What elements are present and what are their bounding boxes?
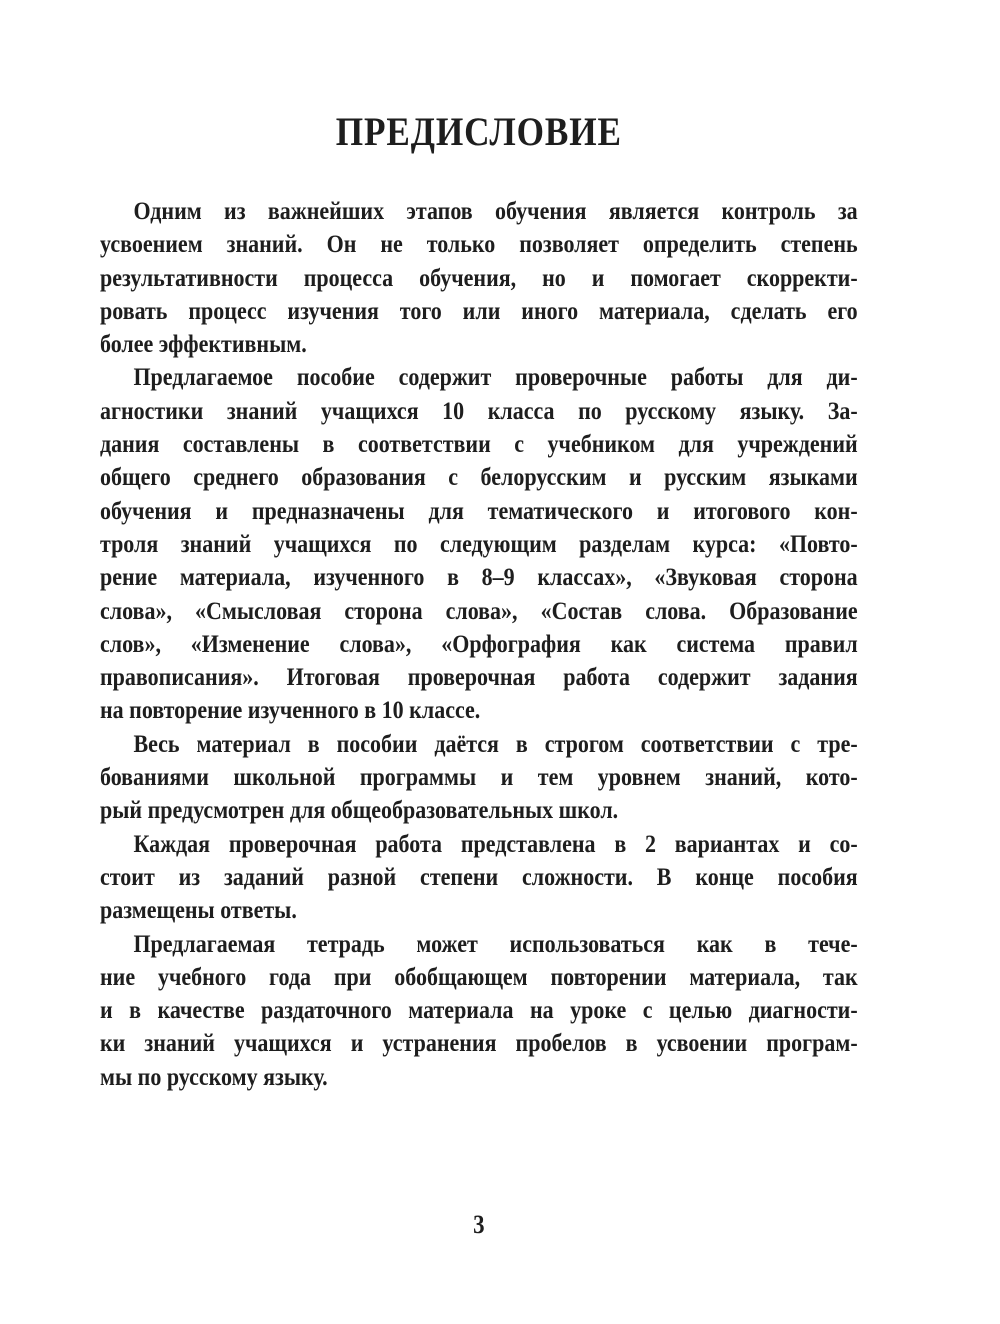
text-line: обучения и предназначены для тематического и итогового кон- bbox=[100, 497, 858, 525]
text-line: общего среднего образования с белорусским и русским языками bbox=[100, 464, 858, 492]
text-line: агностики знаний учащихся 10 класса по русскому языку. За- bbox=[100, 397, 858, 425]
text-line: ровать процесс изучения того или иного материала, сделать его bbox=[100, 297, 858, 325]
text-line: ки знаний учащихся и устранения пробелов в усвоении програм- bbox=[100, 1030, 858, 1058]
paragraph bbox=[100, 361, 858, 727]
text-line: троля знаний учащихся по следующим разделам курса: «Повто- bbox=[100, 530, 858, 558]
text-line: рение материала, изученного в 8–9 классах», «Звуковая сторона bbox=[100, 564, 858, 592]
page-title: ПРЕДИСЛОВИЕ bbox=[335, 109, 622, 154]
text-line: Одним из важнейших этапов обучения является контроль за bbox=[133, 198, 858, 225]
text-line: результативности процесса обучения, но и помогает скорректи- bbox=[100, 264, 858, 292]
text-line: Весь материал в пособии даётся в строгом соответствии с тре- bbox=[133, 730, 858, 758]
text-line: и в качестве раздаточного материала на уроке с целью диагности- bbox=[100, 997, 858, 1025]
text-line: Предлагаемая тетрадь может использоваться как в тече- bbox=[133, 930, 858, 958]
text-line: Каждая проверочная работа представлена в 2 вариантах и со- bbox=[133, 830, 858, 858]
text-line: слова», «Смысловая сторона слова», «Состав слова. Образование bbox=[100, 597, 858, 625]
text-line: усвоением знаний. Он не только позволяет определить степень bbox=[100, 231, 858, 259]
text-line: слов», «Изменение слова», «Орфография как система правил bbox=[100, 630, 858, 658]
text-line: более эффективным. bbox=[100, 331, 307, 359]
text-line: на повторение изученного в 10 классе. bbox=[100, 697, 481, 725]
text-line: ние учебного года при обобщающем повторении материала, так bbox=[100, 963, 858, 991]
text-line: рый предусмотрен для общеобразовательных школ. bbox=[100, 797, 619, 825]
paragraph bbox=[100, 828, 858, 928]
page-number: 3 bbox=[473, 1210, 485, 1239]
paragraph bbox=[100, 728, 858, 828]
text-line: дания составлены в соответствии с учебником для учреждений bbox=[100, 431, 858, 459]
text-line: стоит из заданий разной степени сложности. В конце пособия bbox=[100, 863, 858, 891]
text-line: мы по русскому языку. bbox=[100, 1063, 328, 1091]
preface-text bbox=[100, 195, 858, 1094]
text-line: Предлагаемое пособие содержит проверочные работы для ди- bbox=[133, 364, 858, 392]
text-line: размещены ответы. bbox=[100, 897, 297, 925]
text-line: правописания». Итоговая проверочная работа содержит задания bbox=[100, 664, 858, 692]
text-line: бованиями школьной программы и тем уровнем знаний, кото- bbox=[100, 764, 858, 792]
paragraph bbox=[100, 928, 858, 1094]
paragraph bbox=[100, 195, 858, 361]
